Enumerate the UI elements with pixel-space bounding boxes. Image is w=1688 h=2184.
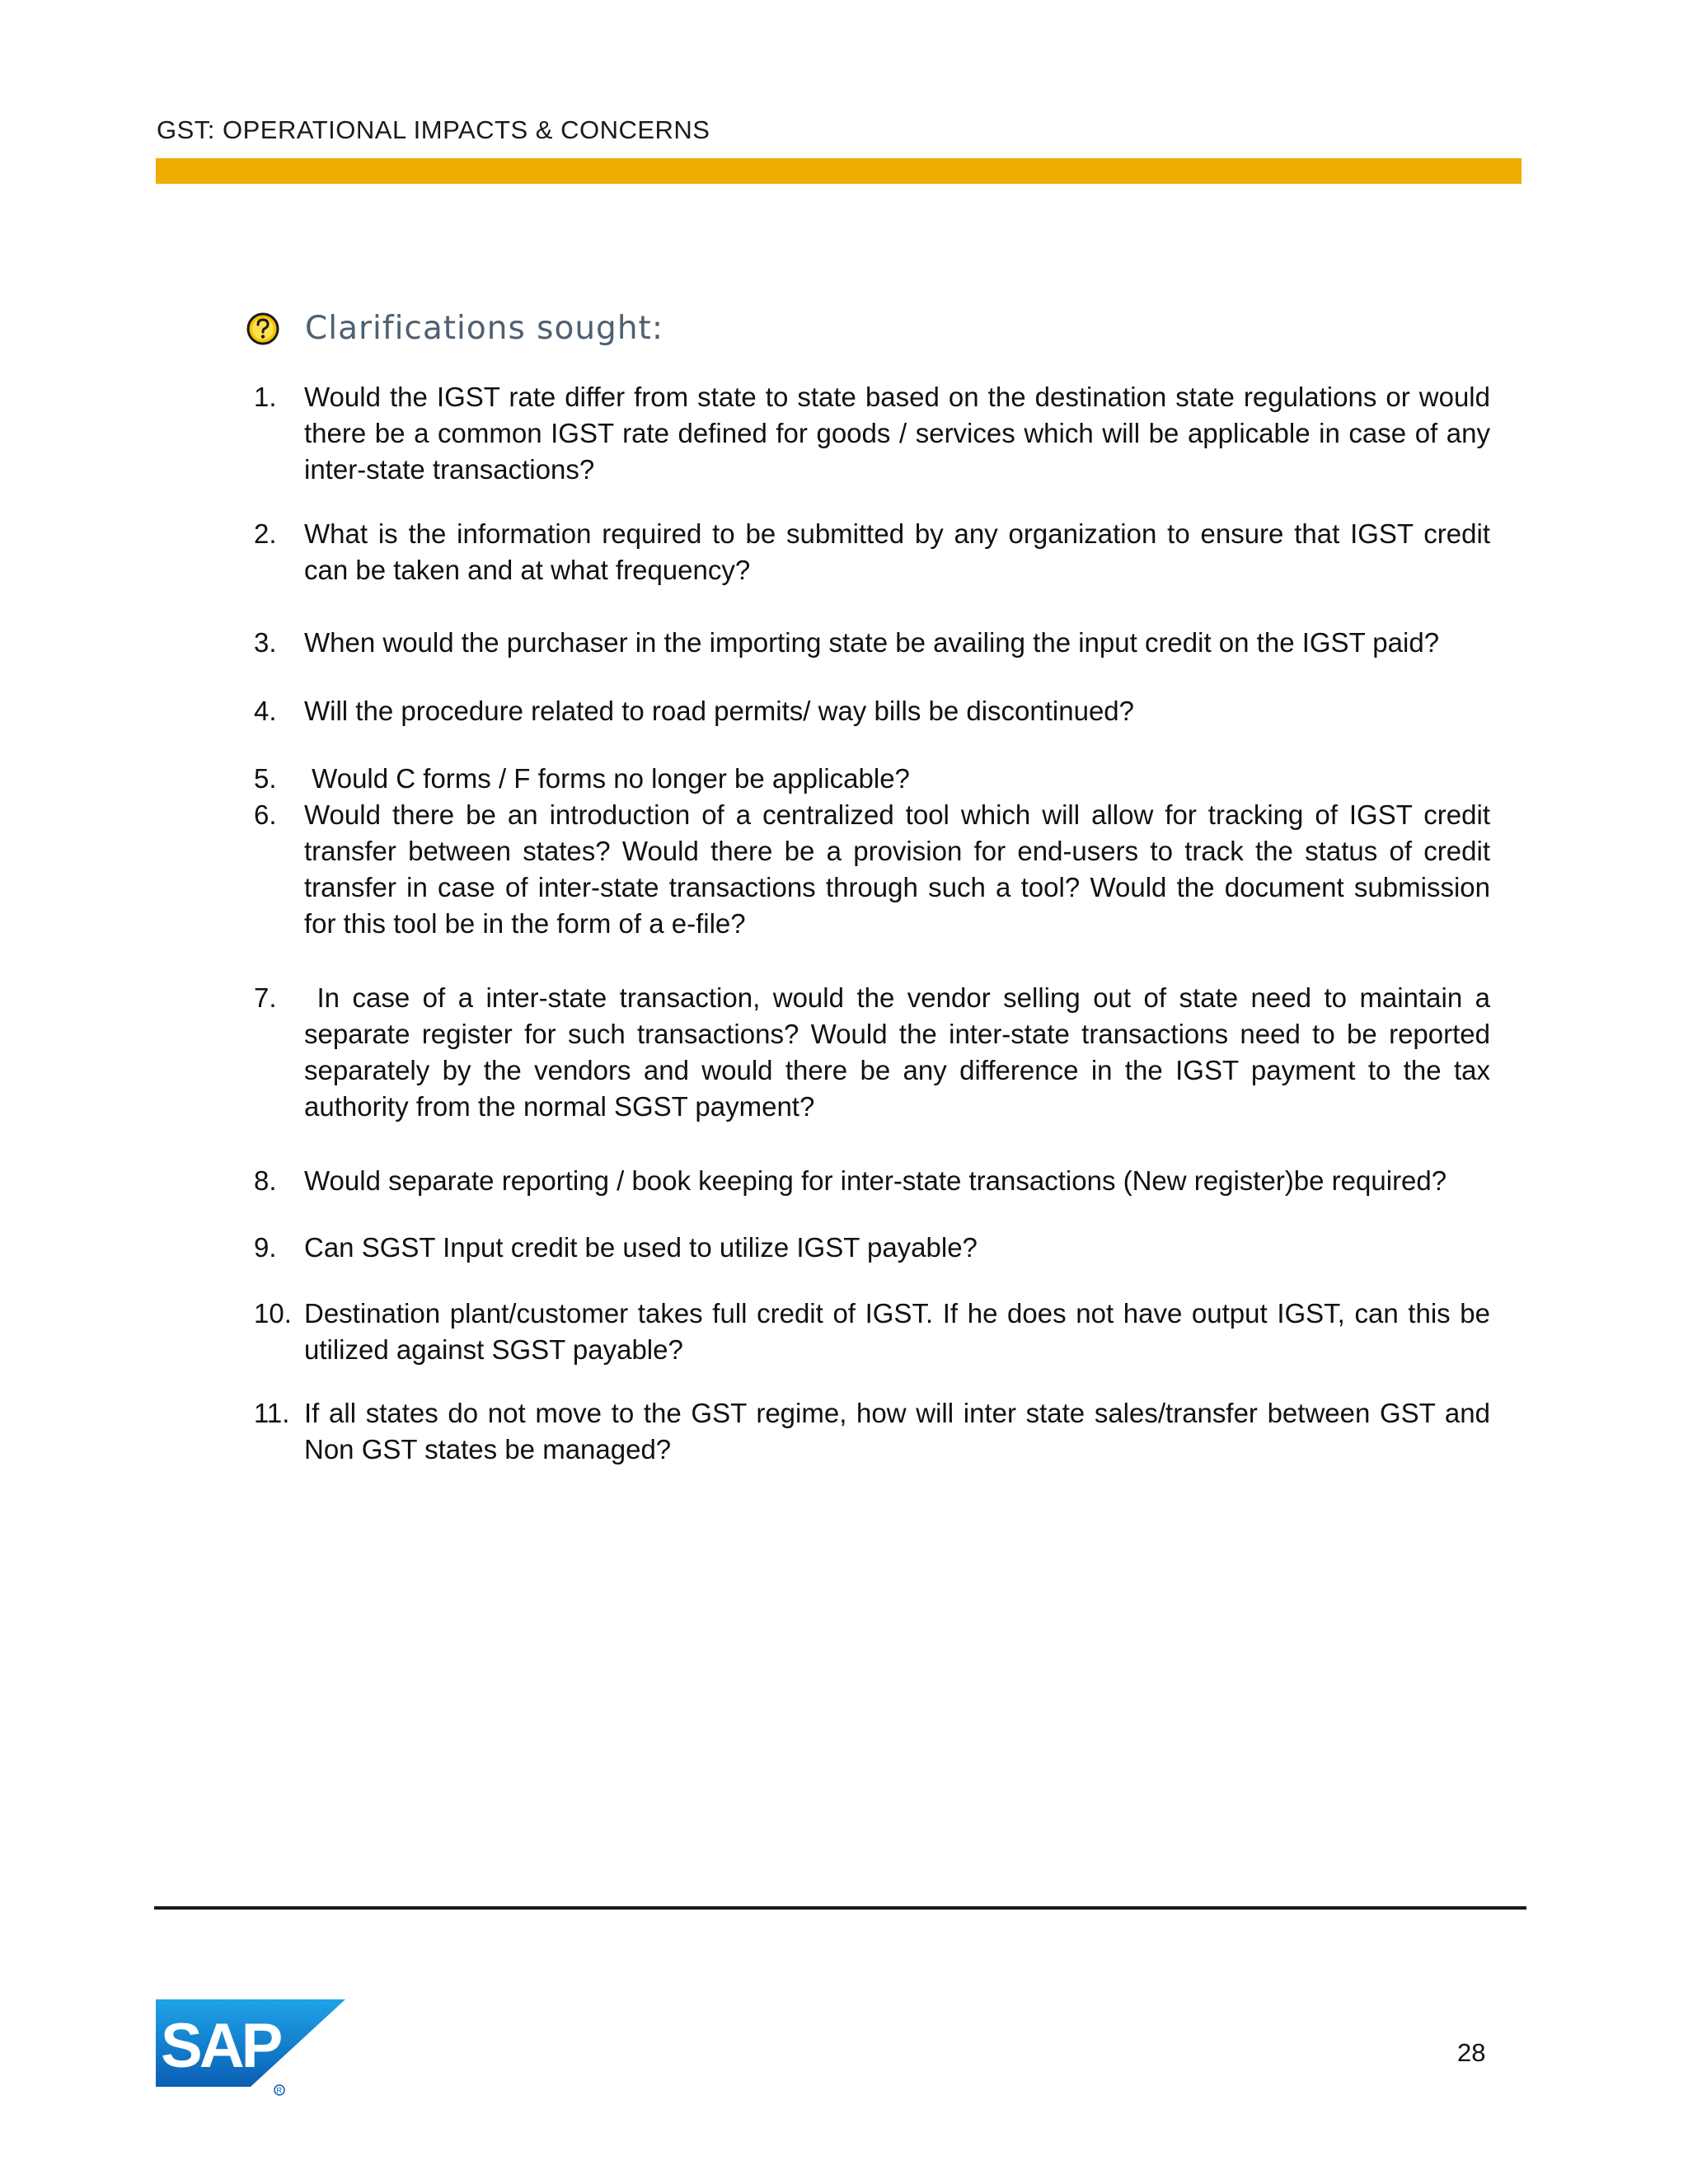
- list-item-number: 10.: [254, 1298, 292, 1329]
- list-item-number: 9.: [254, 1232, 277, 1263]
- list-item-number: 8.: [254, 1165, 277, 1196]
- list-item-number: 2.: [254, 518, 277, 549]
- list-item-number: 5.: [254, 763, 277, 794]
- list-item-text: Can SGST Input credit be used to utilize IGST payable?: [304, 1232, 978, 1263]
- footer-divider: [154, 1906, 1526, 1910]
- question-head-icon: [246, 312, 280, 346]
- list-item-text: Would there be an introduction of a centralized tool which will allow for tracking of IGST credit transfer between states? Would there be a provision for end-users to track the status of credit transfer in case of inter-state transactions through such a tool? Would the document submission for this tool be in the form of a e-file?: [304, 799, 1490, 939]
- list-item-number: 7.: [254, 982, 277, 1013]
- list-item-text: Will the procedure related to road permits/ way bills be discontinued?: [304, 696, 1135, 726]
- list-item-text: Would separate reporting / book keeping for inter-state transactions (New register)be required?: [304, 1165, 1447, 1196]
- list-item-text: If all states do not move to the GST regime, how will inter state sales/transfer between GST and Non GST states be managed?: [304, 1398, 1490, 1465]
- section-heading: Clarifications sought:: [305, 310, 663, 347]
- list-item-number: 3.: [254, 627, 277, 658]
- page-number: 28: [1457, 2038, 1486, 2067]
- sap-logo-text: SAP: [161, 2011, 280, 2081]
- list-item-number: 1.: [254, 382, 277, 412]
- header-accent-bar: [156, 158, 1522, 184]
- page-header-title: GST: OPERATIONAL IMPACTS & CONCERNS: [157, 115, 710, 144]
- svg-text:R: R: [276, 2086, 282, 2095]
- list-item-number: 6.: [254, 799, 277, 830]
- list-item-text: In case of a inter-state transaction, would the vendor selling out of state need to maintain a separate register for such transactions? Would the inter-state transactions need to be reported separately by the vendors and would there be any difference in the IGST payment to the tax authority from the normal SGST payment?: [304, 982, 1490, 1122]
- list-item-text: Would C forms / F forms no longer be applicable?: [304, 763, 910, 794]
- list-item-text: Would the IGST rate differ from state to state based on the destination state regulations or would there be a common IGST rate defined for goods / services which will be applicable in case of any inter-state transactions?: [304, 382, 1490, 485]
- list-item-text: When would the purchaser in the importing state be availing the input credit on the IGST paid?: [304, 627, 1440, 658]
- list-item-number: 4.: [254, 696, 277, 726]
- list-item-text: Destination plant/customer takes full credit of IGST. If he does not have output IGST, can this be utilized against SGST payable?: [304, 1298, 1490, 1365]
- list-item-text: What is the information required to be submitted by any organization to ensure that IGST credit can be taken and at what frequency?: [304, 518, 1490, 585]
- sap-logo: [156, 1999, 345, 2097]
- list-item-number: 11.: [254, 1398, 290, 1428]
